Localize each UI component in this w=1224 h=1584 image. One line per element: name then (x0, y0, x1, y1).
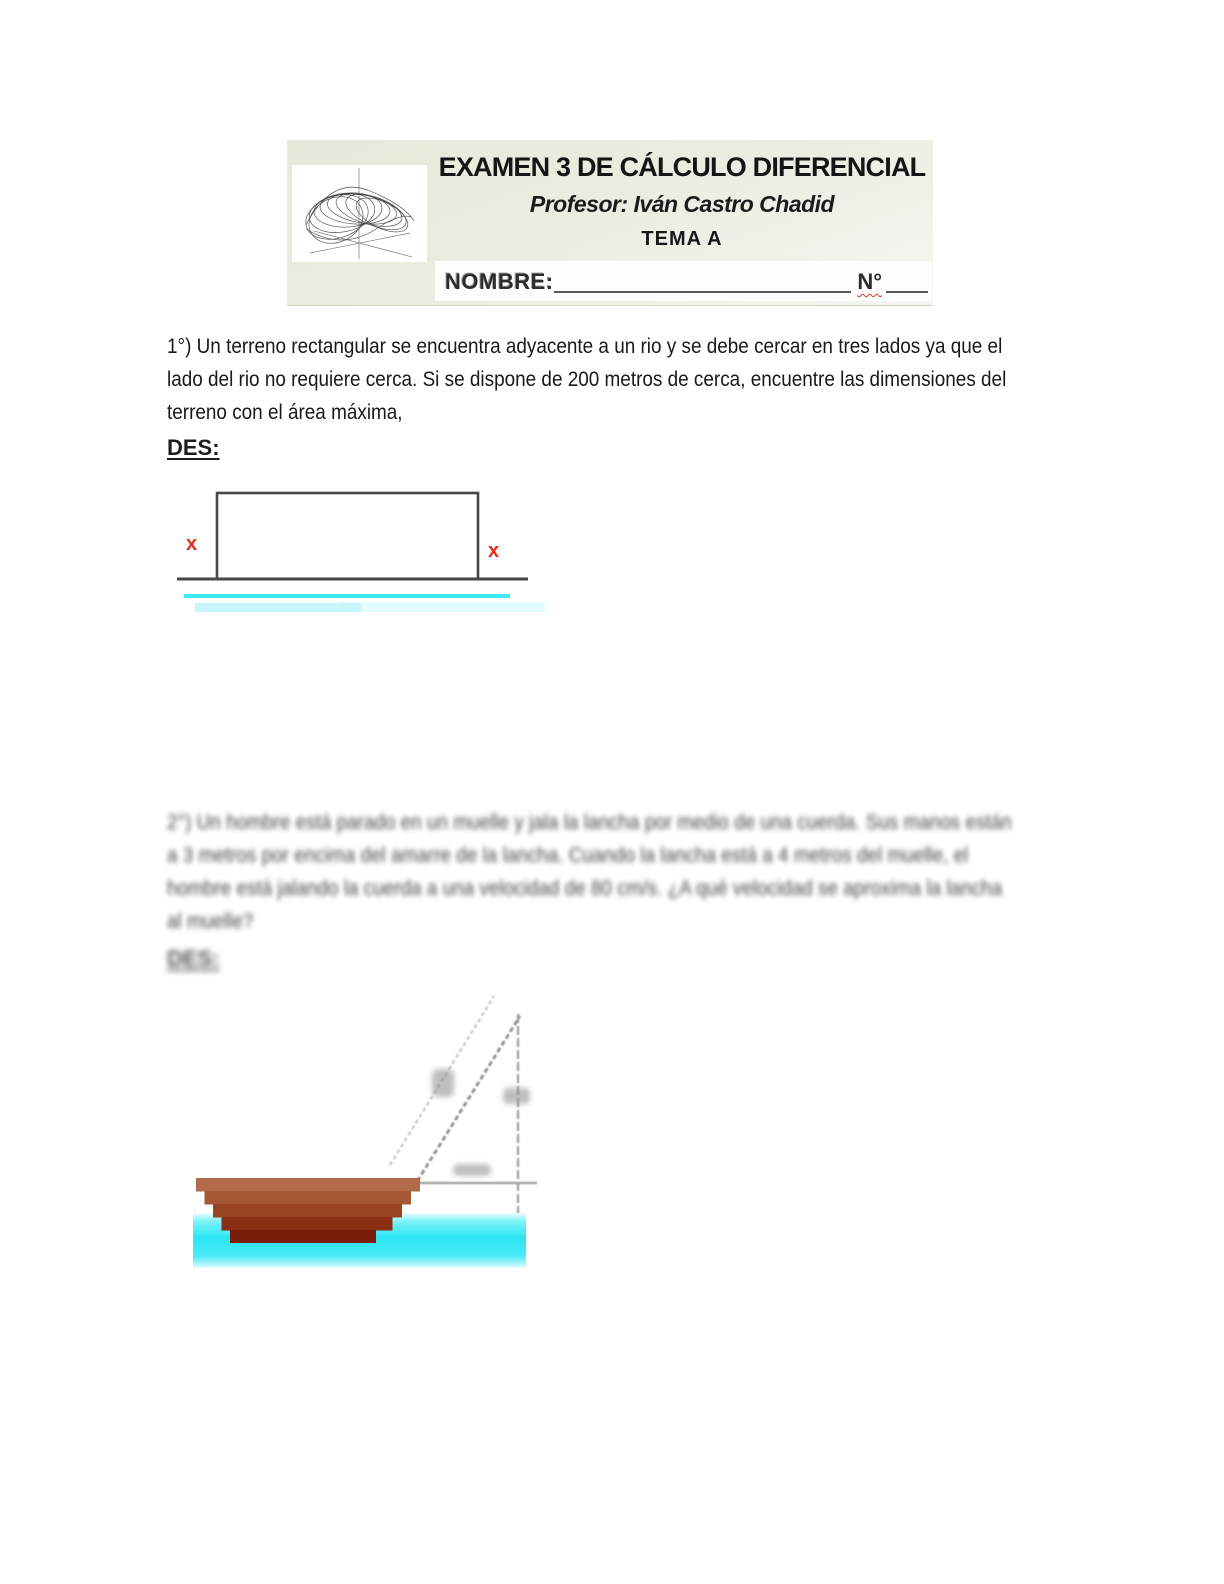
problem-2-line-blurred: hombre está jalando la cuerda a una velocidad de 80 cm/s. ¿A qué velocidad se aproxima la lancha (167, 876, 1003, 900)
professor-name: Profesor: Iván Castro Chadid (529, 191, 835, 217)
rope-dark-line (413, 1016, 520, 1188)
exam-header-card (287, 140, 933, 306)
river-band-faint (340, 602, 545, 612)
name-entry-strip (435, 261, 932, 301)
tema-label: TEMA A (641, 228, 723, 250)
side-label-x-left: x (186, 533, 198, 555)
figure-field-by-river (170, 483, 550, 623)
problem-2-line-blurred: 2°) Un hombre está parado en un muelle y jala la lancha por medio de una cuerda. Sus manos están (167, 810, 1012, 834)
problem-2-line-blurred: al muelle? (167, 909, 254, 933)
des-label-2-blurred: DES: (167, 946, 220, 971)
side-label-x-right: x (488, 540, 500, 562)
problem-2-line-blurred: a 3 metros por encima del amarre de la lancha. Cuando la lancha está a 4 metros del muelle, el (167, 843, 969, 867)
figure-boat-rope-triangle (185, 985, 545, 1275)
name-label: NOMBRE: (445, 269, 554, 294)
exam-title: EXAMEN 3 DE CÁLCULO DIFERENCIAL (438, 152, 926, 182)
problem-1-line: lado del rio no requiere cerca. Si se dispone de 200 metros de cerca, encuentre las dimensiones del (167, 367, 1007, 391)
problem-1-line: 1°) Un terreno rectangular se encuentra adyacente a un rio y se debe cercar en tres lados ya que el (167, 334, 1003, 358)
blurred-label (453, 1164, 491, 1176)
field-rectangle (217, 493, 478, 579)
name-blank-line (554, 289, 852, 293)
problem-2-paragraph-blurred (167, 806, 1038, 938)
des-label-1: DES: (167, 435, 220, 460)
problem-1-paragraph (167, 330, 1038, 429)
wireframe-surface-logo-icon (292, 165, 427, 262)
blurred-label (432, 1069, 454, 1097)
blurred-label (503, 1088, 530, 1104)
number-label: N° (857, 269, 882, 294)
river-band-light (195, 603, 361, 612)
number-blank-line (886, 289, 928, 293)
problem-1-line: terreno con el área máxima, (167, 400, 403, 424)
